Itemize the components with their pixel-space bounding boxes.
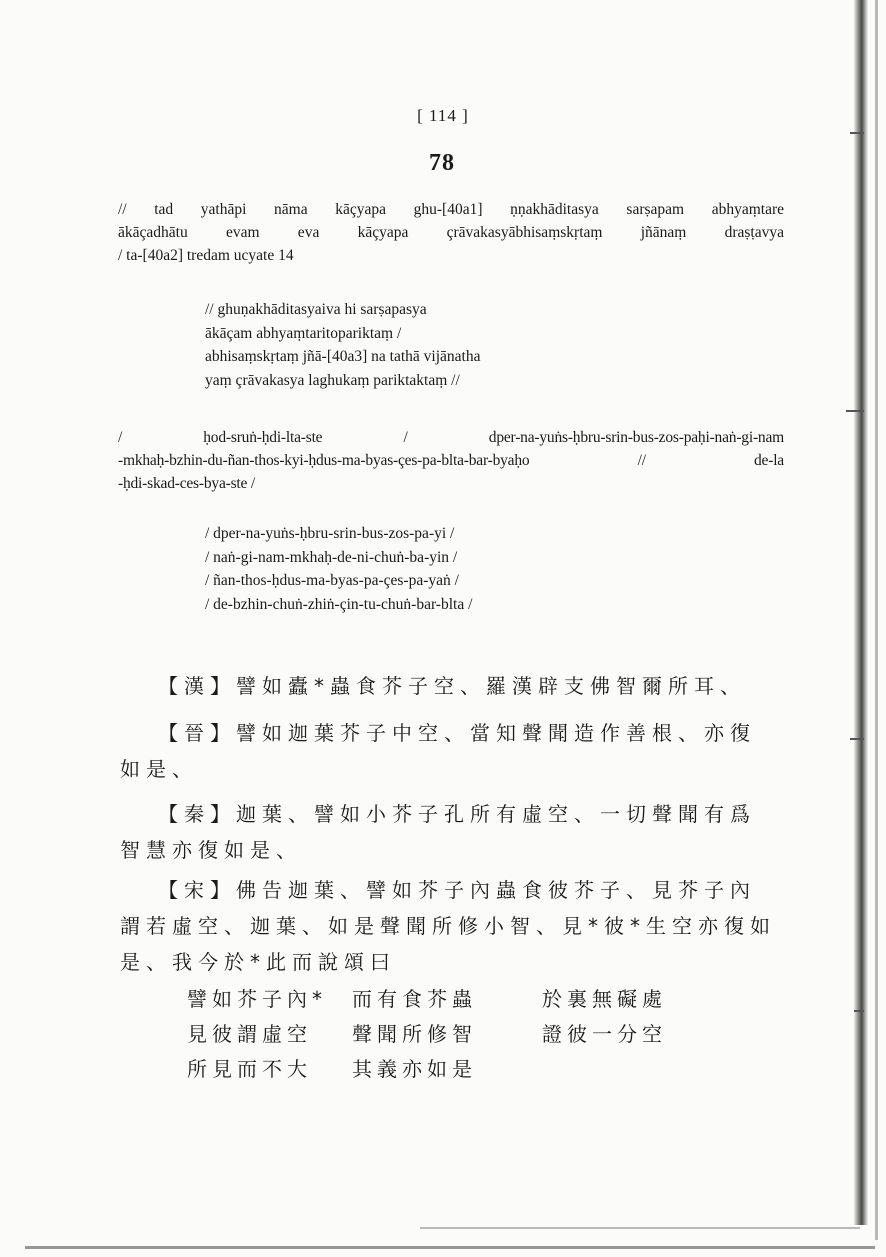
sanskrit-prose-line: / ta-[40a2] tredam ucyate 14 (118, 247, 294, 264)
chinese-line: 智慧亦復如是、 (120, 838, 302, 862)
chinese-line: 是、我今於*此而說頌曰 (120, 950, 396, 974)
tibetan-verse-line: / dper-na-yuṅs-ḥbru-srin-bus-zos-pa-yi / (205, 525, 455, 542)
chinese-verse-phrase: 於裏無礙處 (542, 987, 667, 1011)
chinese-line: 如是、 (120, 757, 198, 781)
sanskrit-verse-line: ākāçam abhyaṃtaritopariktaṃ / (205, 324, 402, 342)
tibetan-verse-line: / ñan-thos-ḥdus-ma-byas-pa-çes-pa-yaṅ / (205, 572, 459, 589)
sanskrit-prose-line: ākāçadhātu evam eva kāçyapa çrāvakasyābhisaṃskṛtaṃ jñānaṃ draṣṭavya (118, 224, 784, 241)
tibetan-verse-line: / naṅ-gi-nam-mkhaḥ-de-ni-chuṅ-ba-yin / (205, 548, 458, 566)
scan-edge-right-thin (875, 0, 878, 1240)
chinese-han-translation (120, 668, 760, 704)
scan-tick (850, 738, 864, 740)
chinese-verse-phrase: 所見而不大 (187, 1057, 312, 1081)
sanskrit-verse-line: // ghuṇakhāditasyaiva hi sarṣapasya (205, 301, 427, 318)
chinese-verse-row (187, 1052, 742, 1087)
tibetan-verse-line: / de-bzhin-chuṅ-zhiṅ-çin-tu-chuṅ-bar-blta / (205, 595, 473, 613)
tibetan-verse (205, 522, 472, 616)
chinese-verse-row (187, 1017, 742, 1052)
page-number: 78 (429, 150, 455, 176)
sanskrit-prose-line: // tad yathāpi nāma kāçyapa ghu-[40a1] ṇṇakhāditasya sarṣapam abhyaṃtare (118, 201, 784, 218)
chinese-line: 【宋】佛告迦葉、譬如芥子內蟲食彼芥子、見芥子內 (158, 878, 756, 902)
chinese-line: 【秦】迦葉、譬如小芥子孔所有虛空、一切聲聞有爲 (158, 802, 756, 826)
chinese-verse-phrase: 見彼謂虛空 (187, 1022, 312, 1046)
chinese-verse-phrase (542, 1052, 742, 1087)
scan-tick (854, 1010, 864, 1012)
chinese-song-translation (120, 872, 776, 980)
chinese-verse-phrase: 證彼一分空 (542, 1022, 667, 1046)
scan-tick (850, 132, 864, 134)
chinese-verse-phrase: 而有食芥蟲 (352, 987, 477, 1011)
tibetan-prose-line: -mkhaḥ-bzhin-du-ñan-thos-kyi-ḥdus-ma-byas-çes-pa-blta-bar-byaḥo // de-la (118, 452, 784, 469)
chinese-verse-phrase: 譬如芥子內* (187, 987, 327, 1011)
scan-edge-bottom (25, 1246, 875, 1249)
tibetan-prose (118, 426, 784, 495)
tibetan-prose-line: / ḥod-sruṅ-ḥdi-lta-ste / dper-na-yuṅs-ḥbru-srin-bus-zos-paḥi-naṅ-gi-nam (118, 429, 784, 446)
chinese-verse (187, 982, 742, 1087)
sanskrit-prose (118, 198, 784, 267)
scan-edge-bottom-2 (420, 1227, 860, 1229)
chinese-verse-phrase: 聲聞所修智 (352, 1022, 477, 1046)
chinese-line: 謂若虛空、迦葉、如是聲聞所修小智、見*彼*生空亦復如 (120, 914, 776, 938)
chinese-verse-phrase: 其義亦如是 (352, 1057, 477, 1081)
tibetan-prose-line: -ḥdi-skad-ces-bya-ste / (118, 475, 255, 492)
sanskrit-verse-line: abhisaṃskṛtaṃ jñā-[40a3] na tathā vijānatha (205, 348, 481, 365)
chinese-qin-translation (120, 796, 760, 868)
chinese-line: 【漢】譬如蠹*蟲食芥子空、羅漢辟支佛智爾所耳、 (158, 674, 746, 698)
chinese-line: 【晉】譬如迦葉芥子中空、當知聲聞造作善根、亦復 (158, 721, 756, 745)
scan-tick (846, 410, 864, 412)
scan-edge-right (854, 0, 868, 1225)
sanskrit-verse-line: yaṃ çrāvakasya laghukaṃ pariktaktaṃ // (205, 371, 460, 389)
chinese-verse-row (187, 982, 742, 1017)
folio-number: [ 114 ] (417, 106, 469, 125)
chinese-jin-translation (120, 715, 760, 787)
sanskrit-verse (205, 298, 480, 392)
